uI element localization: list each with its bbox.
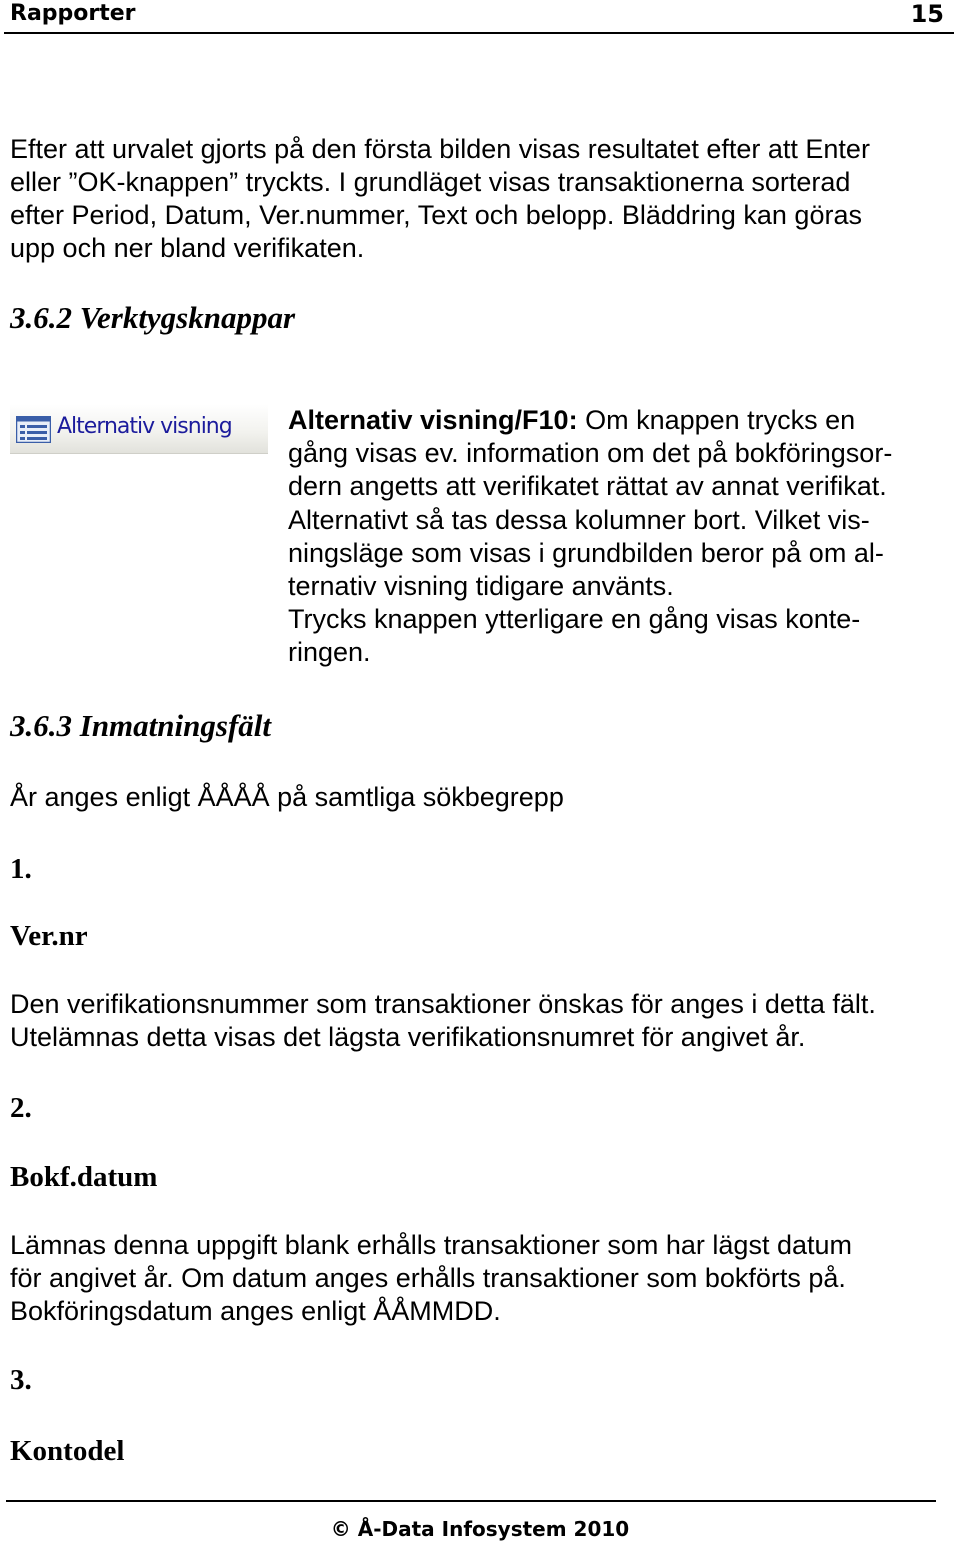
intro-paragraph (10, 133, 950, 265)
field-description (10, 1229, 950, 1328)
description-title: Alternativ visning/F10: (288, 405, 578, 435)
field-number: 3. (10, 1364, 32, 1396)
description-line: ringen. (288, 637, 371, 668)
year-format-note: År anges enligt ÅÅÅÅ på samtliga sökbegrepp (10, 782, 564, 812)
field-number: 2. (10, 1092, 32, 1124)
page-number: 15 (910, 0, 944, 28)
section-heading-verktygsknappar: 3.6.2 Verktygsknappar (10, 300, 296, 335)
alternativ-visning-button-label: Alternativ visning (57, 414, 232, 439)
description-line: ningsläge som visas i grundbilden beror på om al- (288, 537, 884, 568)
field-description-line: för angivet år. Om datum anges erhålls transaktioner som bokförts på. (10, 1263, 846, 1293)
description-line: Alternativt så tas dessa kolumner bort. Vilket vis- (288, 504, 870, 535)
field-name-bokf-datum: Bokf.datum (10, 1161, 158, 1193)
field-name-ver-nr: Ver.nr (10, 920, 88, 952)
description-title-line (288, 404, 938, 437)
field-description-line: Lämnas denna uppgift blank erhålls transaktioner som har lägst datum (10, 1230, 852, 1260)
intro-line: efter Period, Datum, Ver.nummer, Text och belopp. Bläddring kan göras (10, 200, 862, 230)
intro-line: eller ”OK-knappen” tryckts. I grundläget visas transaktionerna sorterad (10, 167, 851, 197)
description-line: ternativ visning tidigare använts. (288, 571, 674, 602)
header-rule (4, 32, 954, 34)
description-title-rest: Om knappen trycks en (577, 405, 856, 435)
list-view-icon (16, 416, 51, 443)
footer-rule (6, 1500, 936, 1502)
intro-line: Efter att urvalet gjorts på den första bilden visas resultatet efter att Enter (10, 134, 870, 164)
intro-line: upp och ner bland verifikaten. (10, 233, 365, 263)
alternativ-visning-button[interactable] (10, 404, 268, 454)
field-description-line: Den verifikationsnummer som transaktioner önskas för anges i detta fält. (10, 989, 876, 1019)
field-name-kontodel: Kontodel (10, 1435, 125, 1467)
field-number: 1. (10, 853, 32, 885)
section-heading-inmatningsfalt: 3.6.3 Inmatningsfält (10, 708, 271, 743)
description-line: gång visas ev. information om det på bokföringsor- (288, 438, 893, 469)
tool-button-description (288, 404, 938, 670)
field-description (10, 988, 950, 1054)
field-description-line: Bokföringsdatum anges enligt ÅÅMMDD. (10, 1296, 501, 1326)
footer-copyright: © Å-Data Infosystem 2010 (330, 1517, 630, 1541)
running-header-title: Rapporter (10, 1, 136, 26)
field-description-line: Utelämnas detta visas det lägsta verifikationsnumret för angivet år. (10, 1022, 806, 1052)
description-line: dern angetts att verifikatet rättat av annat verifikat. (288, 471, 887, 502)
description-line: Trycks knappen ytterligare en gång visas konte- (288, 604, 861, 635)
